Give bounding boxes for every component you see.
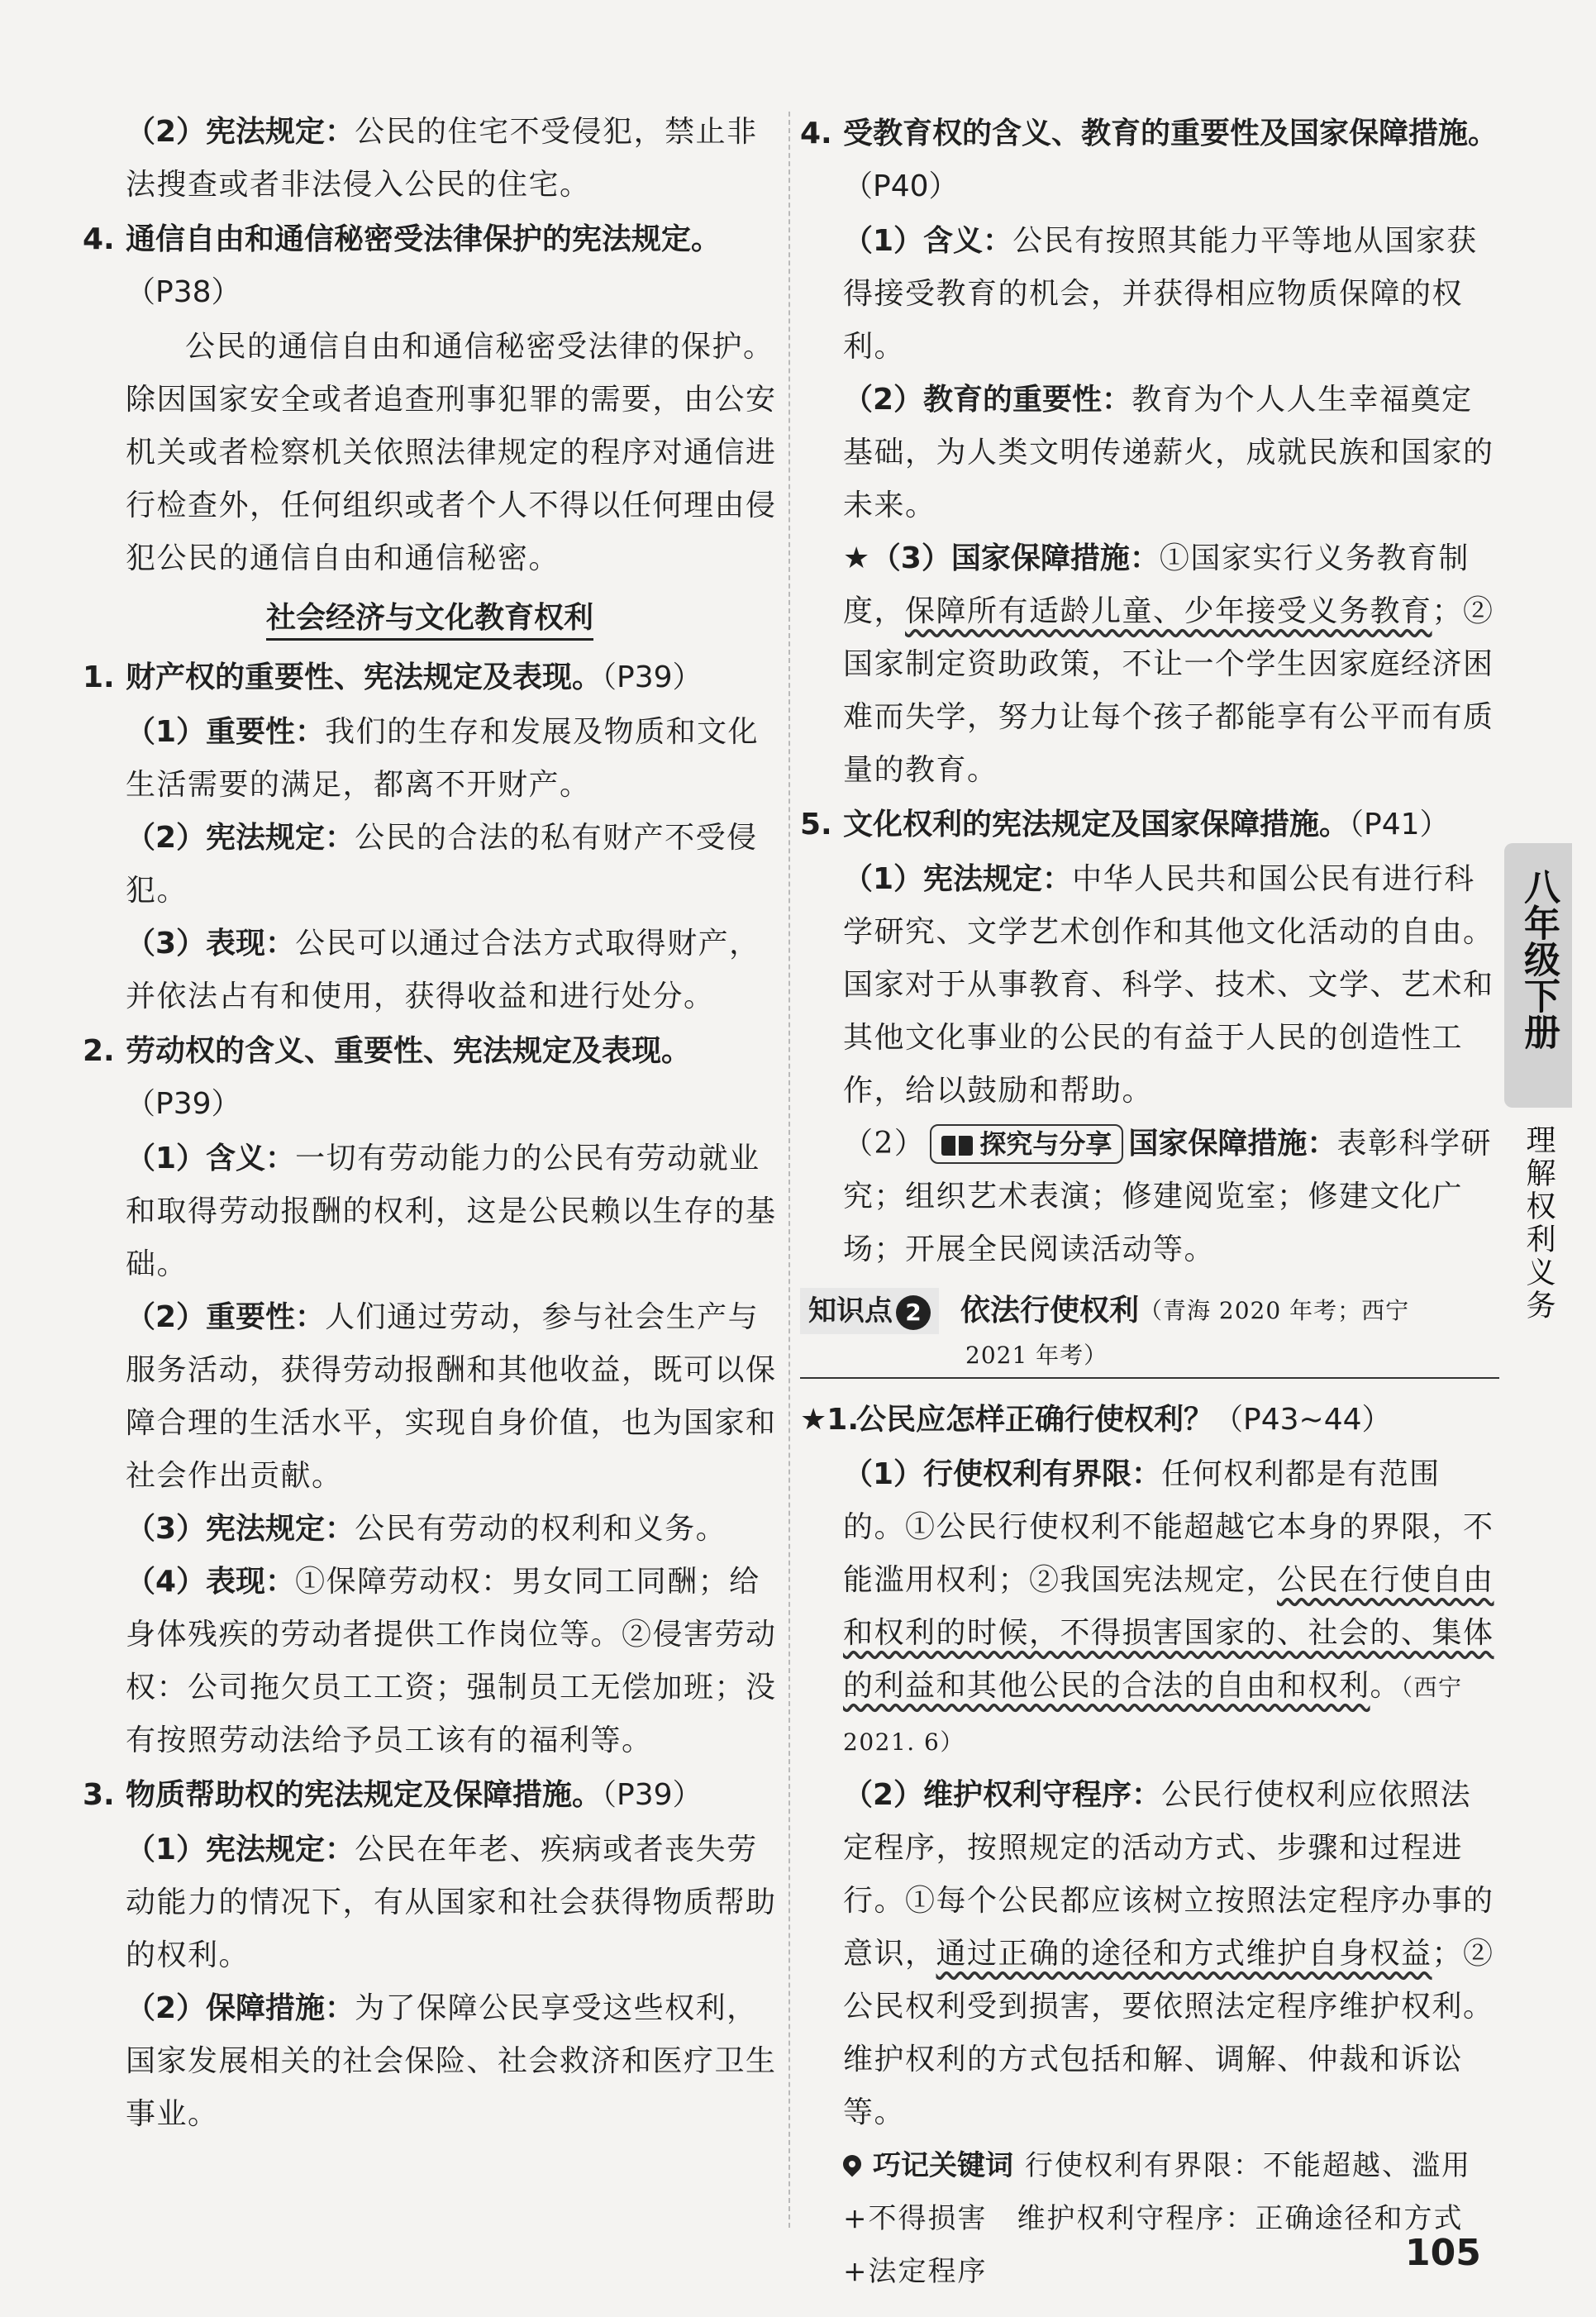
- paragraph-text: ①保障劳动权：男女同工同酬；给身体残疾的劳动者提供工作岗位等。②侵害劳动权：公司拖欠员工工资；强制员工无偿加班；没有按照劳动法给予员工该有的福利等。: [126, 1565, 777, 1757]
- book-icon: [941, 1136, 973, 1156]
- paragraph-labor-constitution: [126, 1503, 777, 1556]
- paragraph-label: （2）教育的重要性：: [843, 383, 1132, 417]
- right-column: [800, 106, 1499, 2298]
- page-reference: （P38）: [126, 275, 241, 309]
- heading-property: [83, 651, 777, 704]
- key-phrase-underlined: 通过正确的途径和方式维护自身权益: [936, 1937, 1432, 1971]
- knowledge-point-label: [800, 1288, 939, 1334]
- location-pin-icon: [839, 2151, 865, 2176]
- knowledge-point-number: 2: [896, 1295, 931, 1330]
- paragraph-text: 一切有劳动能力的公民有劳动就业和取得劳动报酬的权利，这是公民赖以生存的基础。: [126, 1142, 777, 1281]
- knowledge-point-label-text: 知识点: [808, 1294, 893, 1328]
- heading-material-assistance: [83, 1769, 777, 1822]
- paragraph-text: 教育为个人人生幸福奠定基础，为人类文明传递薪火，成就民族和国家的未来。: [843, 383, 1494, 522]
- paragraph-text: 公民行使权利应依照法定程序，按照规定的活动方式、步骤和过程进行。①每个公民都应该树立按照法定程序办事的意识，: [843, 1778, 1494, 1971]
- knowledge-point-row: [800, 1288, 1499, 1334]
- paragraph-labor-manifestation: [126, 1556, 777, 1767]
- heading-number: 5.: [800, 808, 832, 841]
- heading-exercise-rights: [800, 1394, 1499, 1447]
- badge-label: 探究与分享: [979, 1128, 1112, 1160]
- heading-communication: [83, 213, 777, 319]
- knowledge-point-header: [800, 1288, 1499, 1379]
- left-column: [83, 106, 777, 2141]
- heading-number: 4.: [83, 222, 115, 256]
- paragraph-labor-meaning: [126, 1132, 777, 1291]
- heading-number: 2.: [83, 1034, 115, 1068]
- paragraph-property-manifestation: [126, 918, 777, 1023]
- section-title: [83, 589, 777, 648]
- paragraph-assistance-constitution: [126, 1824, 777, 1982]
- paragraph-text: 我们的生存和发展及物质和文化生活需要的满足，都离不开财产。: [126, 715, 760, 802]
- paragraph-text: 公民可以通过合法方式取得财产，并依法占有和使用，获得收益和进行处分。: [126, 927, 760, 1013]
- paragraph-label: （3）表现：: [126, 927, 296, 961]
- paragraph-rights-procedure: [843, 1769, 1499, 2139]
- paragraph-label: （2）宪法规定：: [126, 115, 355, 149]
- heading-text: 财产权的重要性、宪法规定及表现。: [126, 660, 603, 694]
- paragraph-education-importance: [843, 374, 1499, 532]
- paragraph-text: 。: [1370, 1669, 1402, 1703]
- knowledge-point-exam-note: （青海 2020 年考；西宁: [1139, 1297, 1410, 1324]
- heading-text: 文化权利的宪法规定及国家保障措施。: [843, 808, 1350, 841]
- page-reference: （P41）: [1349, 808, 1450, 841]
- section-title-text: 社会经济与文化教育权利: [266, 601, 593, 641]
- column-divider: [788, 112, 790, 2228]
- paragraph-text: 人们通过劳动，参与社会生产与服务活动，获得劳动报酬和其他收益，既可以保障合理的生活水平，实现自身价值，也为国家和社会作出贡献。: [126, 1300, 777, 1493]
- heading-education: [800, 107, 1499, 213]
- paragraph-text: 公民的住宅不受侵犯，禁止非法搜查或者非法侵入公民的住宅。: [126, 115, 758, 202]
- paragraph-education-meaning: [843, 215, 1499, 374]
- heading-number: 3.: [83, 1778, 115, 1812]
- paragraph-prefix: （2）: [843, 1127, 926, 1161]
- paragraph-education-measures: [843, 532, 1499, 797]
- heading-text: 公民应怎样正确行使权利？: [856, 1403, 1214, 1437]
- explore-share-badge: [930, 1124, 1123, 1164]
- paragraph-label: 国家保障措施：: [1128, 1127, 1337, 1161]
- paragraph-text: 为了保障公民享受这些权利，国家发展相关的社会保险、社会救济和医疗卫生事业。: [126, 1991, 777, 2131]
- paragraph-text: 表彰科学研究；组织艺术表演；修建阅览室；修建文化广场；开展全民阅读活动等。: [843, 1127, 1492, 1266]
- paragraph-label: （2）重要性：: [126, 1300, 326, 1334]
- page-number: 105: [1405, 2232, 1481, 2274]
- star-icon: ★: [843, 541, 871, 575]
- knowledge-point-exam-note-continued: 2021 年考）: [965, 1342, 1108, 1369]
- paragraph-text: ①国家实行义务教育制度，: [843, 541, 1470, 628]
- paragraph-property-importance: [126, 706, 777, 812]
- unit-label: 理解权利义务: [1522, 1124, 1556, 1323]
- heading-number: ★1.: [800, 1403, 859, 1437]
- heading-text: 通信自由和通信秘密受法律保护的宪法规定。: [126, 222, 722, 256]
- paragraph-label: （1）宪法规定：: [843, 862, 1073, 896]
- paragraph-assistance-measures: [126, 1982, 777, 2141]
- paragraph-text: ；②公民权利受到损害，要依照法定程序维护权利。维护权利的方式包括和解、调解、仲裁和诉讼等。: [843, 1937, 1494, 2129]
- heading-text: 物质帮助权的宪法规定及保障措施。: [126, 1778, 603, 1812]
- paragraph-text: 中华人民共和国公民有进行科学研究、文学艺术创作和其他文化活动的自由。国家对于从事教育、科学、技术、文学、艺术和其他文化事业的公民的有益于人民的创造性工作，给以鼓励和帮助。: [843, 862, 1494, 1108]
- heading-text: 劳动权的含义、重要性、宪法规定及表现。: [126, 1034, 692, 1068]
- paragraph-label: （1）含义：: [126, 1142, 296, 1175]
- key-phrase-underlined: 公民在行使自由和权利的时候，不得损害国家的、社会的、集体的利益和其他公民的合法的自由和权利: [843, 1563, 1494, 1703]
- paragraph-text: 任何权利都是有范围的。①公民行使权利不能超越它本身的界限，不能滥用权利；②我国宪法规定，: [843, 1457, 1494, 1597]
- memory-tip: [843, 2139, 1499, 2298]
- knowledge-point-title: 依法行使权利: [960, 1294, 1140, 1328]
- paragraph-label: （2）维护权利守程序：: [843, 1778, 1162, 1812]
- heading-labor: [83, 1025, 777, 1131]
- memory-tip-label: 巧记关键词: [873, 2149, 1013, 2182]
- paragraph-text: 公民的合法的私有财产不受侵犯。: [126, 821, 758, 908]
- heading-culture: [800, 799, 1499, 851]
- grade-side-tab: [1504, 843, 1572, 1108]
- paragraph-label: （1）含义：: [843, 224, 1013, 258]
- paragraph-label: （2）保障措施：: [126, 1991, 355, 2025]
- grade-label: 八年级下册: [1517, 868, 1560, 1050]
- page-reference: （P40）: [843, 169, 959, 203]
- paragraph-residence: [126, 106, 777, 212]
- heading-text: 受教育权的含义、教育的重要性及国家保障措施。: [843, 117, 1498, 150]
- paragraph-label: （1）重要性：: [126, 715, 326, 749]
- paragraph-label: （3）宪法规定：: [126, 1512, 355, 1546]
- paragraph-label: （4）表现：: [126, 1565, 296, 1599]
- page-reference: （P39）: [602, 1778, 703, 1812]
- paragraph-label: （3）国家保障措施：: [870, 541, 1160, 575]
- key-phrase-underlined: 保障所有适龄儿童、少年接受义务教育: [905, 594, 1432, 628]
- paragraph-label: （1）宪法规定：: [126, 1833, 355, 1866]
- exam-source-note: （西宁 2021. 6）: [843, 1674, 1463, 1756]
- heading-number: 4.: [800, 117, 832, 150]
- paragraph-text: 公民有劳动的权利和义务。: [355, 1512, 727, 1546]
- paragraph-text: ；②国家制定资助政策，不让一个学生因家庭经济困难而失学，努力让每个孩子都能享有公平而有质量的教育。: [843, 594, 1494, 787]
- page-reference: （P39）: [602, 660, 703, 694]
- paragraph-labor-importance: [126, 1291, 777, 1503]
- paragraph-label: （2）宪法规定：: [126, 821, 355, 855]
- heading-number: 1.: [83, 660, 115, 694]
- paragraph-culture-measures: [843, 1118, 1499, 1276]
- page-reference: （P39）: [126, 1087, 241, 1121]
- paragraph-property-constitution: [126, 812, 777, 918]
- paragraph-text: 公民有按照其能力平等地从国家获得接受教育的机会，并获得相应物质保障的权利。: [843, 224, 1478, 364]
- paragraph-label: （1）行使权利有界限：: [843, 1457, 1162, 1491]
- paragraph-text: 公民在年老、疾病或者丧失劳动能力的情况下，有从国家和社会获得物质帮助的权利。: [126, 1833, 777, 1972]
- paragraph-communication: 公民的通信自由和通信秘密受法律的保护。除因国家安全或者追查刑事犯罪的需要，由公安机关或者检察机关依照法律规定的程序对通信进行检查外，任何组织或者个人不得以任何理由侵犯公民的通信自由和通信秘密。: [126, 330, 777, 575]
- page-reference: （P43~44）: [1213, 1403, 1392, 1437]
- paragraph-rights-limits: [843, 1448, 1499, 1769]
- paragraph-culture-constitution: [843, 853, 1499, 1118]
- memory-tip-text: 行使权利有界限：不能超越、滥用+不得损害 维护权利守程序：正确途径和方式+法定程序: [843, 2149, 1471, 2288]
